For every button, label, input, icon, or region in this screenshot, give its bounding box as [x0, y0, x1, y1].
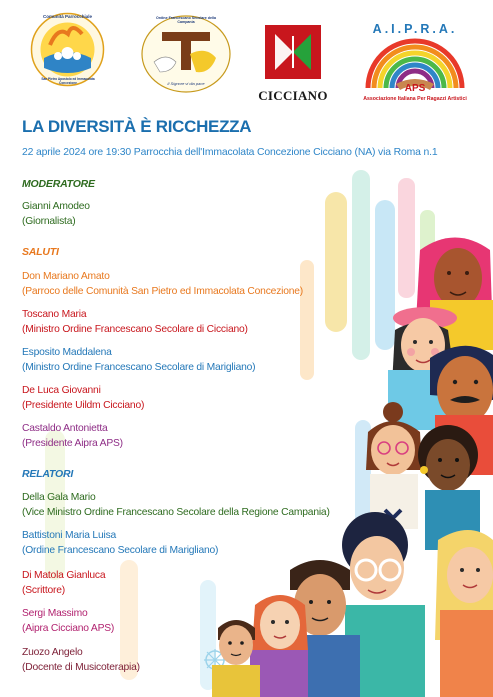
logo-aipra-full-name: Associazione Italiana Per Ragazzi Artistici: [363, 96, 467, 102]
speaker-entry: [22, 345, 255, 375]
logo-uildm-city: CICCIANO: [258, 88, 328, 103]
speaker-entry: [22, 606, 114, 636]
logo-uildm-brand: UILDM: [261, 25, 267, 44]
speaker-name: Esposito Maddalena: [22, 347, 112, 358]
speaker-name: Sergi Massimo: [22, 608, 88, 619]
logo-aipra-aps: [356, 22, 474, 104]
section-heading-relatori: RELATORI: [22, 468, 74, 480]
speaker-role: (Docente di Musicoterapia): [22, 662, 140, 673]
speaker-entry: [22, 307, 248, 337]
speaker-entry: [22, 199, 90, 229]
speaker-entry: [22, 421, 123, 451]
speaker-entry: [22, 568, 105, 598]
speaker-entry: [22, 490, 330, 520]
speaker-entry: [22, 645, 140, 675]
event-details: 22 aprile 2024 ore 19:30 Parrocchia dell'Immacolata Concezione Cicciano (NA) via Roma n.1: [22, 147, 438, 158]
speaker-name: Della Gala Mario: [22, 492, 96, 503]
speaker-entry: [22, 383, 144, 413]
logo-ofs-title-text: Ordine Francescano Secolare della Campania: [156, 16, 216, 24]
section-heading-saluti: SALUTI: [22, 246, 59, 258]
speaker-role: (Ministro Ordine Francescano Secolare di Marigliano): [22, 362, 256, 373]
illustrated-person-blonde: [435, 530, 493, 697]
speaker-name: Gianni Amodeo: [22, 201, 90, 212]
logo-ofs-motto: Il Signore vi dia pace: [167, 81, 205, 86]
logo-comunita-text: Comunità Parrocchiale: [42, 14, 92, 19]
speaker-name: Toscano Maria: [22, 309, 87, 320]
logo-ofs-campania: [140, 14, 232, 94]
logo-comunita-parrocchiale: [30, 12, 105, 87]
speaker-entry: [22, 528, 218, 558]
speaker-name: Don Mariano Amato: [22, 271, 110, 282]
event-title: LA DIVERSITÀ È RICCHEZZA: [22, 117, 252, 136]
speaker-entry: [22, 269, 303, 299]
speaker-name: Zuozo Angelo: [22, 647, 83, 658]
logo-aipra-acronym: A.I.P.R.A.: [372, 22, 458, 36]
parish-emblem-icon: [30, 12, 105, 87]
speaker-role: (Ministro Ordine Francescano Secolare di Cicciano): [22, 324, 248, 335]
speaker-role: (Parroco delle Comunità San Pietro ed Immacolata Concezione): [22, 286, 304, 297]
logo-comunita-side-text: San Pietro Apostolo ed Immacolata Concezione: [41, 77, 95, 85]
logo-uildm-cicciano: [255, 22, 331, 104]
speaker-name: Battistoni Maria Luisa: [22, 530, 117, 541]
speaker-name: De Luca Giovanni: [22, 385, 101, 396]
speaker-role: (Aipra Cicciano APS): [22, 623, 115, 634]
speaker-role: (Vice Ministro Ordine Francescano Secolare della Regione Campania): [22, 507, 330, 518]
speaker-role: (Scrittore): [22, 585, 65, 596]
speaker-name: Castaldo Antonietta: [22, 423, 108, 434]
speaker-role: (Ordine Francescano Secolare di Marigliano): [22, 545, 219, 556]
speaker-role: (Presidente Aipra APS): [22, 438, 123, 449]
speaker-name: Di Matola Gianluca: [22, 570, 106, 581]
section-heading-moderatore: MODERATORE: [22, 178, 95, 190]
speaker-role: (Giornalista): [22, 216, 76, 227]
logo-aipra-aps-label: APS: [404, 83, 426, 94]
speaker-role: (Presidente Uildm Cicciano): [22, 400, 145, 411]
